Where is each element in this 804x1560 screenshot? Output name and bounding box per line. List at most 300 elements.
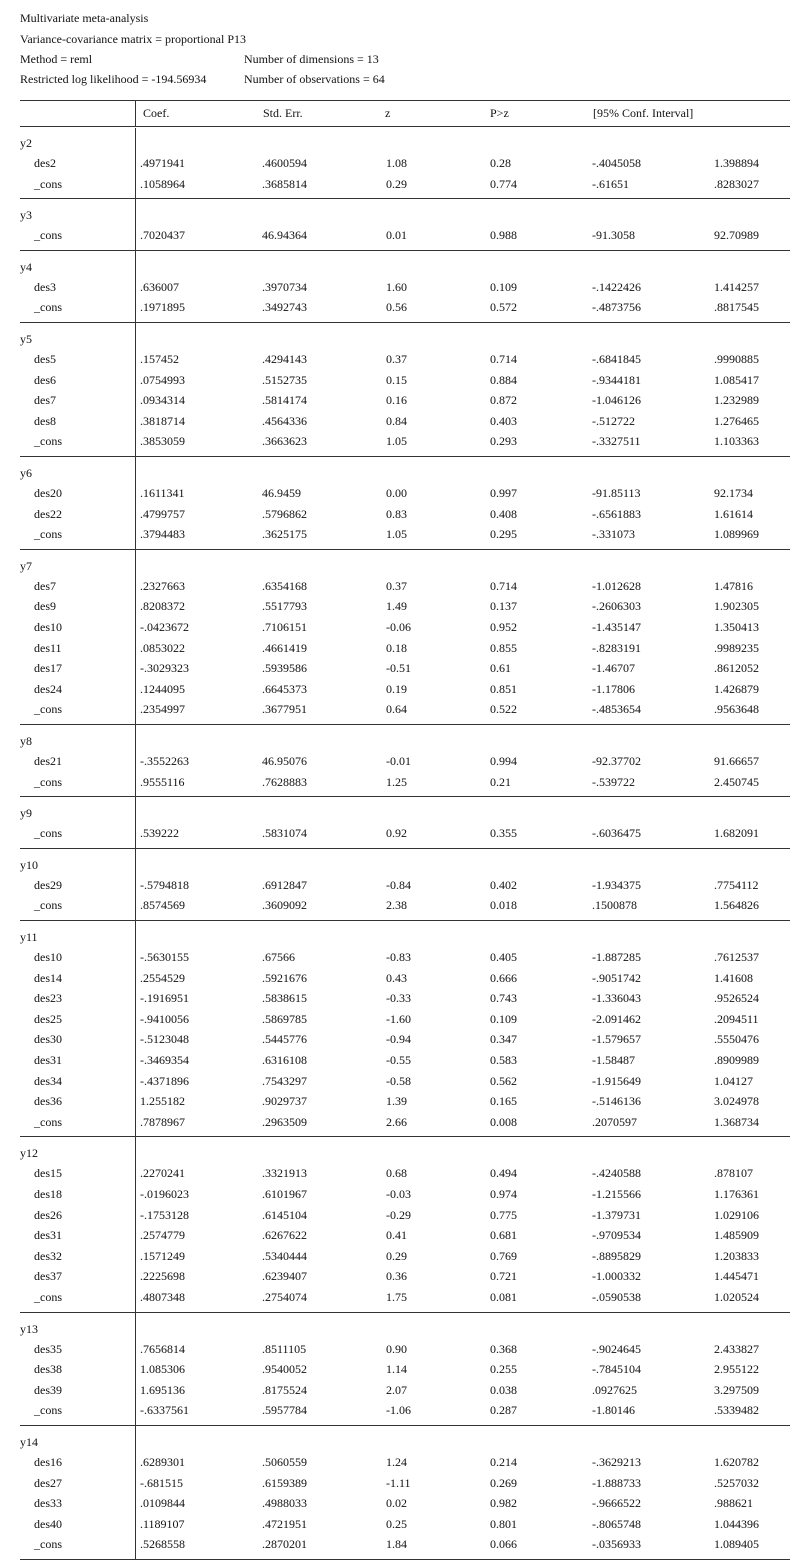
cell-coef: .636007 xyxy=(140,279,179,294)
cell-ci-lower: -.512722 xyxy=(592,413,635,428)
cell-p-value: 0.109 xyxy=(490,279,517,294)
row-term: des40 xyxy=(34,1516,62,1531)
group-label: y5 xyxy=(20,332,32,346)
cell-z: -1.11 xyxy=(386,1475,411,1490)
cell-ci-upper: 1.276465 xyxy=(714,413,759,428)
cell-stderr: .5340444 xyxy=(262,1248,307,1263)
cell-z: 1.05 xyxy=(386,434,407,449)
cell-stderr: .5838615 xyxy=(262,991,307,1006)
cell-p-value: 0.988 xyxy=(490,228,517,243)
cell-coef: .2354997 xyxy=(140,702,185,717)
cell-stderr: .4294143 xyxy=(262,352,307,366)
cell-stderr: .6159389 xyxy=(262,1475,307,1490)
group-label: y4 xyxy=(20,259,32,274)
cell-ci-lower: -.4853654 xyxy=(592,702,641,717)
group-label: y9 xyxy=(20,806,32,821)
cell-ci-upper: .2094511 xyxy=(714,1011,759,1026)
group-label: y14 xyxy=(20,1435,38,1449)
cell-coef: .2574779 xyxy=(140,1228,185,1243)
cell-coef: .1571249 xyxy=(140,1248,185,1263)
cell-p-value: 0.562 xyxy=(490,1073,517,1088)
col-header-ci: [95% Conf. Interval] xyxy=(593,106,694,120)
cell-coef: .3818714 xyxy=(140,413,185,428)
cell-stderr: .3609092 xyxy=(262,898,307,913)
cell-stderr: .9029737 xyxy=(262,1094,307,1109)
cell-ci-lower: -92.37702 xyxy=(592,754,641,768)
cell-ci-lower: -.6561883 xyxy=(592,506,641,521)
cell-p-value: 0.583 xyxy=(490,1053,517,1067)
cell-ci-lower: -.6841845 xyxy=(592,352,641,366)
cell-stderr: .6912847 xyxy=(262,877,307,892)
cell-ci-upper: 1.426879 xyxy=(714,681,759,696)
cell-p-value: 0.714 xyxy=(490,352,517,366)
cell-coef: .5268558 xyxy=(140,1537,185,1552)
cell-ci-lower: -.4873756 xyxy=(592,300,641,315)
cell-stderr: .7543297 xyxy=(262,1073,307,1088)
cell-stderr: .5939586 xyxy=(262,661,307,676)
cell-ci-lower: -1.046126 xyxy=(592,393,641,408)
cell-stderr: .3970734 xyxy=(262,279,307,294)
cell-z: 0.02 xyxy=(386,1496,407,1511)
cell-ci-lower: -1.934375 xyxy=(592,877,641,892)
cell-z: 0.68 xyxy=(386,1166,407,1181)
cell-ci-lower: -1.435147 xyxy=(592,620,641,634)
cell-z: 0.29 xyxy=(386,176,407,191)
cell-z: 1.25 xyxy=(386,774,407,789)
cell-coef: -.5123048 xyxy=(140,1032,189,1047)
cell-coef: .157452 xyxy=(140,352,179,366)
column-divider xyxy=(135,549,136,724)
column-divider xyxy=(135,848,136,920)
cell-p-value: 0.018 xyxy=(490,898,517,913)
cell-stderr: .4721951 xyxy=(262,1516,307,1531)
cell-coef: .0109844 xyxy=(140,1496,185,1511)
cell-ci-upper: .7612537 xyxy=(714,950,759,964)
cell-coef: .2270241 xyxy=(140,1166,185,1181)
cell-z: -1.06 xyxy=(386,1403,411,1418)
cell-z: 0.83 xyxy=(386,506,407,521)
row-term: des37 xyxy=(34,1269,62,1284)
cell-stderr: .5060559 xyxy=(262,1455,307,1469)
cell-p-value: 0.774 xyxy=(490,176,517,191)
cell-ci-upper: .5339482 xyxy=(714,1403,759,1418)
cell-coef: .1058964 xyxy=(140,176,185,191)
row-term: _cons xyxy=(34,228,62,243)
cell-coef: -.0423672 xyxy=(140,620,189,634)
cell-p-value: 0.872 xyxy=(490,393,517,408)
cell-stderr: .4564336 xyxy=(262,413,307,428)
cell-z: 0.15 xyxy=(386,372,407,387)
cell-z: 1.75 xyxy=(386,1290,407,1304)
cell-coef: .4971941 xyxy=(140,156,185,170)
cell-p-value: 0.403 xyxy=(490,413,517,428)
cell-ci-lower: -.539722 xyxy=(592,774,635,789)
cell-p-value: 0.165 xyxy=(490,1094,517,1109)
results-header xyxy=(20,0,800,100)
cell-p-value: 0.355 xyxy=(490,826,517,841)
cell-ci-lower: -.1422426 xyxy=(592,279,641,294)
cell-ci-lower: -1.58487 xyxy=(592,1053,635,1067)
cell-z: 0.92 xyxy=(386,826,407,841)
cell-p-value: 0.287 xyxy=(490,1403,517,1418)
cell-coef: .2554529 xyxy=(140,970,185,985)
cell-ci-lower: -1.80146 xyxy=(592,1403,635,1418)
cell-ci-upper: .988621 xyxy=(714,1496,753,1511)
cell-ci-lower: -1.336043 xyxy=(592,991,641,1006)
row-term: des24 xyxy=(34,681,62,696)
cell-ci-lower: -.61651 xyxy=(592,176,629,191)
cell-z: 0.25 xyxy=(386,1516,407,1531)
cell-ci-upper: 1.176361 xyxy=(714,1187,759,1201)
cell-z: 0.41 xyxy=(386,1228,407,1243)
cell-p-value: 0.952 xyxy=(490,620,517,634)
row-term: des39 xyxy=(34,1382,62,1397)
cell-p-value: 0.008 xyxy=(490,1114,517,1129)
row-term: des33 xyxy=(34,1496,62,1511)
cell-ci-upper: 1.350413 xyxy=(714,620,759,634)
cell-ci-lower: -.9709534 xyxy=(592,1228,641,1243)
cell-z: -0.33 xyxy=(386,991,411,1006)
cell-coef: .1971895 xyxy=(140,300,185,315)
cell-ci-upper: 1.902305 xyxy=(714,599,759,614)
cell-ci-upper: 91.66657 xyxy=(714,754,759,768)
row-term: des36 xyxy=(34,1094,62,1109)
column-divider xyxy=(135,1425,136,1559)
cell-ci-lower: -.4045058 xyxy=(592,156,641,170)
cell-ci-upper: 1.564826 xyxy=(714,898,759,913)
cell-p-value: 0.269 xyxy=(490,1475,517,1490)
row-term: des26 xyxy=(34,1207,62,1222)
cell-coef: .8574569 xyxy=(140,898,185,913)
cell-ci-upper: 1.04127 xyxy=(714,1073,753,1088)
row-term: des38 xyxy=(34,1362,62,1377)
cell-stderr: .3625175 xyxy=(262,527,307,542)
cell-p-value: 0.743 xyxy=(490,991,517,1006)
cell-p-value: 0.368 xyxy=(490,1341,517,1356)
cell-p-value: 0.855 xyxy=(490,640,517,655)
cell-ci-upper: 92.1734 xyxy=(714,486,753,500)
cell-ci-lower: -1.888733 xyxy=(592,1475,641,1490)
cell-z: -0.03 xyxy=(386,1187,411,1201)
row-term: _cons xyxy=(34,702,62,717)
cell-p-value: 0.28 xyxy=(490,156,511,170)
cell-ci-lower: -1.17806 xyxy=(592,681,635,696)
row-term: des23 xyxy=(34,991,62,1006)
cell-p-value: 0.405 xyxy=(490,950,517,964)
cell-stderr: .3492743 xyxy=(262,300,307,315)
cell-ci-upper: .878107 xyxy=(714,1166,753,1181)
cell-stderr: 46.95076 xyxy=(262,754,307,768)
cell-p-value: 0.109 xyxy=(490,1011,517,1026)
cell-stderr: .5445776 xyxy=(262,1032,307,1047)
cell-ci-upper: 2.955122 xyxy=(714,1362,759,1377)
row-term: des10 xyxy=(34,620,62,634)
cell-ci-upper: .5550476 xyxy=(714,1032,759,1047)
cell-p-value: 0.721 xyxy=(490,1269,517,1284)
col-header-z: z xyxy=(385,106,391,120)
cell-ci-lower: -1.000332 xyxy=(592,1269,641,1284)
cell-ci-upper: .8909989 xyxy=(714,1053,759,1067)
cell-p-value: 0.137 xyxy=(490,599,517,614)
cell-ci-lower: -.4240588 xyxy=(592,1166,641,1181)
cell-z: 0.36 xyxy=(386,1269,407,1284)
cell-z: 0.37 xyxy=(386,352,407,366)
group-label: y3 xyxy=(20,208,32,223)
cell-p-value: 0.681 xyxy=(490,1228,517,1243)
cell-ci-lower: -1.887285 xyxy=(592,950,641,964)
row-term: _cons xyxy=(34,527,62,542)
cell-z: 2.07 xyxy=(386,1382,407,1397)
dimensions-info: Number of dimensions = 13 xyxy=(244,52,379,66)
cell-stderr: .5921676 xyxy=(262,970,307,985)
cell-stderr: .6239407 xyxy=(262,1269,307,1284)
row-term: des17 xyxy=(34,661,62,676)
cell-stderr: 46.9459 xyxy=(262,486,301,500)
col-header-stderr: Std. Err. xyxy=(263,106,303,120)
cell-coef: .1244095 xyxy=(140,681,185,696)
cell-z: 0.00 xyxy=(386,486,407,500)
row-term: des18 xyxy=(34,1187,62,1201)
row-term: des25 xyxy=(34,1011,62,1026)
column-divider xyxy=(135,128,136,198)
cell-ci-upper: 3.024978 xyxy=(714,1094,759,1109)
group-label: y13 xyxy=(20,1321,38,1336)
cell-z: 1.05 xyxy=(386,527,407,542)
cell-z: 0.84 xyxy=(386,413,407,428)
cell-ci-upper: 1.089969 xyxy=(714,527,759,542)
cell-coef: -.3029323 xyxy=(140,661,189,676)
cell-coef: .539222 xyxy=(140,826,179,841)
row-term: _cons xyxy=(34,176,62,191)
cell-coef: .9555116 xyxy=(140,774,185,789)
col-header-coef: Coef. xyxy=(143,106,170,120)
cell-p-value: 0.572 xyxy=(490,300,517,315)
cell-ci-upper: 1.61614 xyxy=(714,506,753,521)
cell-ci-upper: 1.414257 xyxy=(714,279,759,294)
cell-ci-lower: -.9666522 xyxy=(592,1496,641,1511)
row-term: des22 xyxy=(34,506,62,521)
cell-coef: .0934314 xyxy=(140,393,185,408)
cell-p-value: 0.347 xyxy=(490,1032,517,1047)
cell-coef: .2225698 xyxy=(140,1269,185,1284)
cell-p-value: 0.494 xyxy=(490,1166,517,1181)
row-term: des30 xyxy=(34,1032,62,1047)
row-term: des2 xyxy=(34,156,56,170)
cell-z: 0.64 xyxy=(386,702,407,717)
row-term: des20 xyxy=(34,486,62,500)
cell-ci-upper: 1.089405 xyxy=(714,1537,759,1552)
cell-ci-upper: 1.103363 xyxy=(714,434,759,449)
cell-p-value: 0.769 xyxy=(490,1248,517,1263)
cell-z: -0.55 xyxy=(386,1053,411,1067)
cell-ci-upper: 1.044396 xyxy=(714,1516,759,1531)
cell-coef: .7878967 xyxy=(140,1114,185,1129)
cell-ci-lower: -.0356933 xyxy=(592,1537,641,1552)
cell-ci-upper: .9526524 xyxy=(714,991,759,1006)
cell-z: -1.60 xyxy=(386,1011,411,1026)
cell-coef: .4807348 xyxy=(140,1290,185,1304)
cell-z: 1.08 xyxy=(386,156,407,170)
cell-coef: .1189107 xyxy=(140,1516,185,1531)
cell-ci-lower: -1.915649 xyxy=(592,1073,641,1088)
cell-ci-upper: 1.203833 xyxy=(714,1248,759,1263)
cell-ci-upper: 3.297509 xyxy=(714,1382,759,1397)
cell-coef: -.3469354 xyxy=(140,1053,189,1067)
cell-stderr: .4600594 xyxy=(262,156,307,170)
row-term: des15 xyxy=(34,1166,62,1181)
cell-stderr: .8175524 xyxy=(262,1382,307,1397)
cell-coef: .1611341 xyxy=(140,486,185,500)
cell-z: 2.38 xyxy=(386,898,407,913)
cell-ci-lower: -.3327511 xyxy=(592,434,641,449)
cell-stderr: .5831074 xyxy=(262,826,307,841)
row-term: des21 xyxy=(34,754,62,768)
cell-p-value: 0.666 xyxy=(490,970,517,985)
cell-ci-upper: 1.398894 xyxy=(714,156,759,170)
vcov-info: Variance-covariance matrix = proportional P13 xyxy=(20,32,247,46)
cell-ci-lower: -.7845104 xyxy=(592,1362,641,1377)
cell-coef: 1.085306 xyxy=(140,1362,185,1377)
cell-ci-upper: 2.450745 xyxy=(714,774,759,789)
cell-ci-upper: 1.485909 xyxy=(714,1228,759,1243)
cell-stderr: .3677951 xyxy=(262,702,307,717)
row-term: des3 xyxy=(34,279,56,294)
cell-p-value: 0.522 xyxy=(490,702,517,717)
row-term: des8 xyxy=(34,413,56,428)
cell-stderr: .2870201 xyxy=(262,1537,307,1552)
cell-ci-upper: 1.085417 xyxy=(714,372,759,387)
cell-z: -0.84 xyxy=(386,877,411,892)
cell-coef: .7020437 xyxy=(140,228,185,243)
cell-p-value: 0.997 xyxy=(490,486,517,500)
header-rule xyxy=(20,126,790,127)
cell-stderr: .67566 xyxy=(262,950,295,964)
cell-p-value: 0.851 xyxy=(490,681,517,696)
cell-stderr: .2754074 xyxy=(262,1290,307,1304)
cell-p-value: 0.801 xyxy=(490,1516,517,1531)
column-divider xyxy=(135,1312,136,1425)
cell-stderr: .6354168 xyxy=(262,578,307,593)
cell-ci-upper: .8612052 xyxy=(714,661,759,676)
column-divider xyxy=(135,1136,136,1311)
group-label: y7 xyxy=(20,558,32,573)
cell-ci-upper: 1.445471 xyxy=(714,1269,759,1284)
cell-stderr: .5814174 xyxy=(262,393,307,408)
row-term: des14 xyxy=(34,970,62,985)
cell-z: -0.29 xyxy=(386,1207,411,1222)
cell-ci-lower: -.0590538 xyxy=(592,1290,641,1304)
column-divider xyxy=(135,920,136,1136)
cell-ci-lower: .1500878 xyxy=(592,898,637,913)
group-label: y2 xyxy=(20,136,32,150)
cell-z: 0.56 xyxy=(386,300,407,315)
cell-ci-lower: -.9051742 xyxy=(592,970,641,985)
cell-stderr: 46.94364 xyxy=(262,228,307,243)
cell-ci-lower: -.331073 xyxy=(592,527,635,542)
row-term: des31 xyxy=(34,1053,62,1067)
cell-stderr: .2963509 xyxy=(262,1114,307,1129)
row-term: des35 xyxy=(34,1341,62,1356)
cell-stderr: .8511105 xyxy=(262,1341,307,1356)
cell-z: 2.66 xyxy=(386,1114,407,1129)
cell-stderr: .5957784 xyxy=(262,1403,307,1418)
cell-coef: .4799757 xyxy=(140,506,185,521)
cell-coef: -.1753128 xyxy=(140,1207,189,1222)
cell-coef: 1.695136 xyxy=(140,1382,185,1397)
row-term: des5 xyxy=(34,352,56,366)
column-divider xyxy=(135,796,136,848)
cell-stderr: .9540052 xyxy=(262,1362,307,1377)
cell-ci-upper: .9989235 xyxy=(714,640,759,655)
cell-ci-lower: -.8065748 xyxy=(592,1516,641,1531)
cell-z: 1.60 xyxy=(386,279,407,294)
cell-ci-lower: -.3629213 xyxy=(592,1455,641,1469)
cell-z: 0.37 xyxy=(386,578,407,593)
cell-coef: -.1916951 xyxy=(140,991,189,1006)
cell-ci-upper: 1.41608 xyxy=(714,970,753,985)
column-divider xyxy=(135,724,136,796)
cell-coef: .3794483 xyxy=(140,527,185,542)
column-divider xyxy=(135,456,136,549)
loglik-info: Restricted log likelihood = -194.56934 xyxy=(20,72,207,86)
cell-ci-lower: -1.46707 xyxy=(592,661,635,676)
cell-z: 1.24 xyxy=(386,1455,407,1469)
column-divider xyxy=(135,250,136,322)
cell-ci-upper: 1.029106 xyxy=(714,1207,759,1222)
cell-ci-lower: -1.379731 xyxy=(592,1207,641,1222)
cell-z: 1.39 xyxy=(386,1094,407,1109)
cell-ci-upper: .9563648 xyxy=(714,702,759,717)
cell-coef: -.9410056 xyxy=(140,1011,189,1026)
cell-ci-lower: -.5146136 xyxy=(592,1094,641,1109)
cell-p-value: 0.994 xyxy=(490,754,517,768)
cell-p-value: 0.714 xyxy=(490,578,517,593)
cell-z: 0.18 xyxy=(386,640,407,655)
group-label: y11 xyxy=(20,930,38,944)
cell-stderr: .4661419 xyxy=(262,640,307,655)
cell-stderr: .5152735 xyxy=(262,372,307,387)
method-info: Method = reml xyxy=(20,52,93,66)
cell-coef: -.3552263 xyxy=(140,754,189,768)
cell-stderr: .3663623 xyxy=(262,434,307,449)
cell-stderr: .6645373 xyxy=(262,681,307,696)
cell-p-value: 0.038 xyxy=(490,1382,517,1397)
coefficients-table xyxy=(20,100,790,1552)
cell-stderr: .5517793 xyxy=(262,599,307,614)
cell-ci-lower: -1.012628 xyxy=(592,578,641,593)
cell-ci-lower: -.9344181 xyxy=(592,372,641,387)
cell-p-value: 0.21 xyxy=(490,774,511,789)
cell-coef: -.5794818 xyxy=(140,877,189,892)
cell-stderr: .7628883 xyxy=(262,774,307,789)
cell-p-value: 0.081 xyxy=(490,1290,517,1304)
cell-p-value: 0.255 xyxy=(490,1362,517,1377)
cell-ci-upper: .9990885 xyxy=(714,352,759,366)
row-term: _cons xyxy=(34,898,62,913)
cell-coef: -.4371896 xyxy=(140,1073,189,1088)
cell-p-value: 0.402 xyxy=(490,877,517,892)
row-term: _cons xyxy=(34,1114,62,1129)
cell-z: -0.94 xyxy=(386,1032,411,1047)
cell-z: 1.14 xyxy=(386,1362,407,1377)
group-label: y6 xyxy=(20,466,32,480)
cell-z: 0.29 xyxy=(386,1248,407,1263)
row-term: des34 xyxy=(34,1073,62,1088)
cell-ci-upper: .8283027 xyxy=(714,176,759,191)
row-term: des29 xyxy=(34,877,62,892)
cell-z: -0.58 xyxy=(386,1073,411,1088)
row-term: des32 xyxy=(34,1248,62,1263)
